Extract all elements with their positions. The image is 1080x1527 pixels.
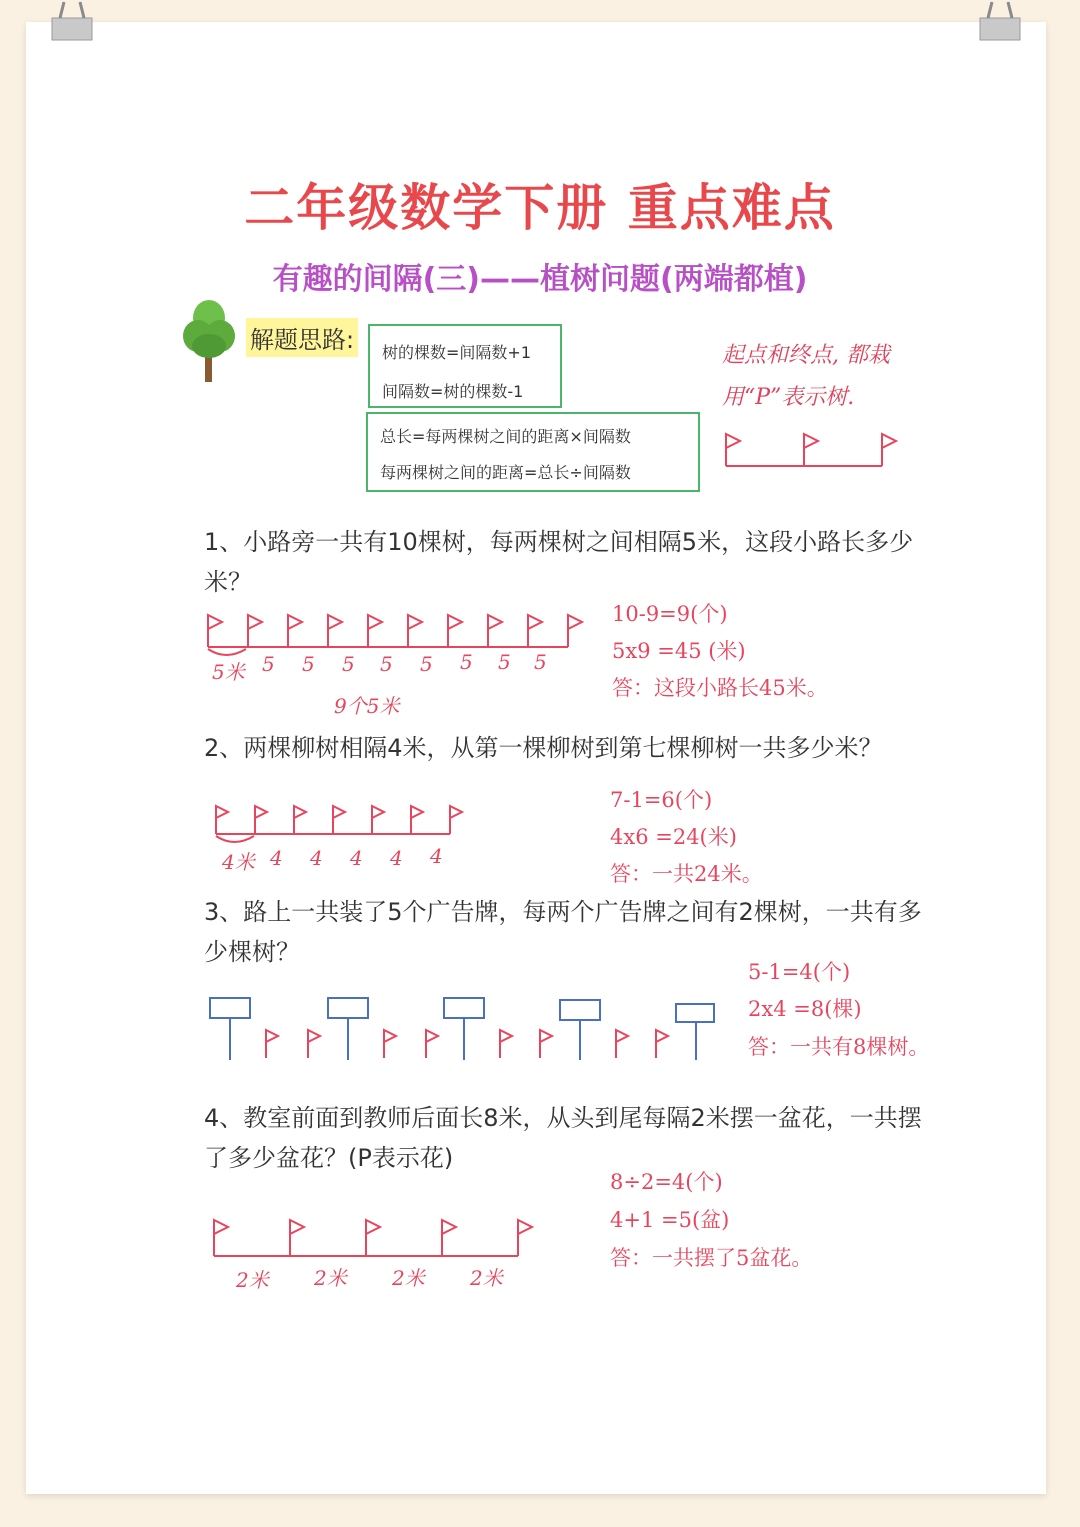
p4-label-2: 2米 <box>314 1266 347 1290</box>
tree-flag-icon <box>726 434 740 466</box>
tree-flag-icon <box>216 806 228 834</box>
p1-label-2: 5 <box>262 652 275 676</box>
p4-label-1: 2米 <box>236 1268 269 1292</box>
tree-flag-icon <box>450 806 462 834</box>
p1-label-4: 5 <box>342 652 355 676</box>
p1-label-3: 5 <box>302 652 315 676</box>
p2-label-4: 4 <box>350 846 363 870</box>
formula-distance: 每两棵树之间的距离=总长÷间隔数 <box>380 463 631 482</box>
page-title: 二年级数学下册 重点难点 <box>244 179 836 237</box>
billboard-icon <box>210 998 250 1018</box>
billboard-icon <box>444 998 484 1018</box>
tree-flag-icon <box>442 1220 456 1256</box>
p3-step-1: 5-1=4(个) <box>748 960 851 984</box>
p2-label-2: 4 <box>270 846 283 870</box>
tree-flag-icon <box>540 1030 552 1058</box>
p2-label-3: 4 <box>310 846 323 870</box>
interval-brace <box>208 649 246 655</box>
tree-flag-icon <box>214 1220 228 1256</box>
tree-flag-icon <box>426 1030 438 1058</box>
p4-label-4: 2米 <box>470 1266 503 1290</box>
p2-label-1: 4米 <box>222 850 255 874</box>
p2-step-1: 7-1=6(个) <box>610 788 713 812</box>
p1-label-6: 5 <box>420 652 433 676</box>
p1-step-1: 10-9=9(个) <box>612 602 728 626</box>
p1-label-5: 5 <box>380 652 393 676</box>
p1-step-2: 5x9 =45 (米) <box>612 639 746 663</box>
formula-total-length: 总长=每两棵树之间的距离×间隔数 <box>380 427 631 446</box>
note-both-ends: 起点和终点, 都栽 <box>722 343 890 368</box>
p4-label-3: 2米 <box>392 1266 425 1290</box>
p1-label-7: 5 <box>460 650 473 674</box>
tree-flag-icon <box>308 1030 320 1058</box>
problem-2-question: 2、两棵柳树相隔4米，从第一棵柳树到第七棵柳树一共多少米？ <box>204 734 883 762</box>
p1-label-1: 5米 <box>212 660 245 684</box>
note-p-means-tree: 用“P”表示树. <box>722 385 855 410</box>
tree-flag-icon <box>488 615 502 647</box>
formula-box-count <box>368 324 562 408</box>
tree-flag-icon <box>568 615 582 647</box>
page-subtitle: 有趣的间隔(三)——植树问题(两端都植) <box>272 262 808 297</box>
tree-flag-icon <box>288 615 302 647</box>
tree-flag-icon <box>528 615 542 647</box>
tree-flag-icon <box>384 1030 396 1058</box>
p4-step-1: 8÷2=4(个) <box>610 1170 723 1194</box>
p2-label-5: 4 <box>390 846 403 870</box>
tree-flag-icon <box>804 434 818 466</box>
tree-flag-icon <box>328 615 342 647</box>
p2-step-2: 4x6 =24(米) <box>610 825 737 849</box>
tree-flag-icon <box>411 806 423 834</box>
p1-answer: 答：这段小路长45米。 <box>612 676 828 700</box>
tree-flag-icon <box>616 1030 628 1058</box>
billboard-icon <box>560 1000 600 1020</box>
tree-icon <box>180 298 238 384</box>
tree-flag-icon <box>294 806 306 834</box>
solution-tips-label: 解题思路: <box>246 318 358 357</box>
example-tree-diagram <box>722 428 902 474</box>
tree-flag-icon <box>255 806 267 834</box>
interval-brace <box>216 836 254 842</box>
p4-answer: 答：一共摆了5盆花。 <box>610 1246 813 1270</box>
p3-answer: 答：一共有8棵树。 <box>748 1035 930 1059</box>
p4-step-2: 4+1 =5(盆) <box>610 1208 730 1232</box>
tree-flag-icon <box>372 806 384 834</box>
problem-3-question: 3、路上一共装了5个广告牌，每两个广告牌之间有2棵树，一共有多少棵树？ <box>204 898 922 966</box>
tree-flag-icon <box>448 615 462 647</box>
formula-tree-count: 树的棵数=间隔数+1 <box>382 343 531 362</box>
problem-1-question: 1、小路旁一共有10棵树，每两棵树之间相隔5米，这段小路长多少米？ <box>204 528 914 596</box>
p1-label-8: 5 <box>498 650 511 674</box>
tree-flag-icon <box>368 615 382 647</box>
tree-flag-icon <box>266 1030 278 1058</box>
binder-clip-right <box>978 0 1022 42</box>
tree-flag-icon <box>518 1220 532 1256</box>
tree-flag-icon <box>500 1030 512 1058</box>
problem-4-diagram <box>206 1212 546 1266</box>
binder-clip-left <box>50 0 94 42</box>
billboard-icon <box>676 1004 714 1022</box>
tree-flag-icon <box>408 615 422 647</box>
problem-4-question: 4、教室前面到教师后面长8米，从头到尾每隔2米摆一盆花，一共摆了多少盆花？(P表示花) <box>204 1104 922 1172</box>
problem-3-diagram <box>206 994 726 1066</box>
tree-flag-icon <box>290 1220 304 1256</box>
tree-flag-icon <box>366 1220 380 1256</box>
p3-step-2: 2x4 =8(棵) <box>748 997 862 1021</box>
formula-interval-count: 间隔数=树的棵数-1 <box>382 382 524 401</box>
p2-label-6: 4 <box>430 844 443 868</box>
p1-note: 9个5米 <box>334 694 400 718</box>
billboard-icon <box>328 998 368 1018</box>
tree-flag-icon <box>208 615 222 647</box>
tree-flag-icon <box>882 434 896 466</box>
p1-label-9: 5 <box>534 650 547 674</box>
tree-flag-icon <box>656 1030 668 1058</box>
formula-box-length <box>366 412 700 492</box>
tree-flag-icon <box>248 615 262 647</box>
p2-answer: 答：一共24米。 <box>610 862 763 886</box>
tree-flag-icon <box>333 806 345 834</box>
